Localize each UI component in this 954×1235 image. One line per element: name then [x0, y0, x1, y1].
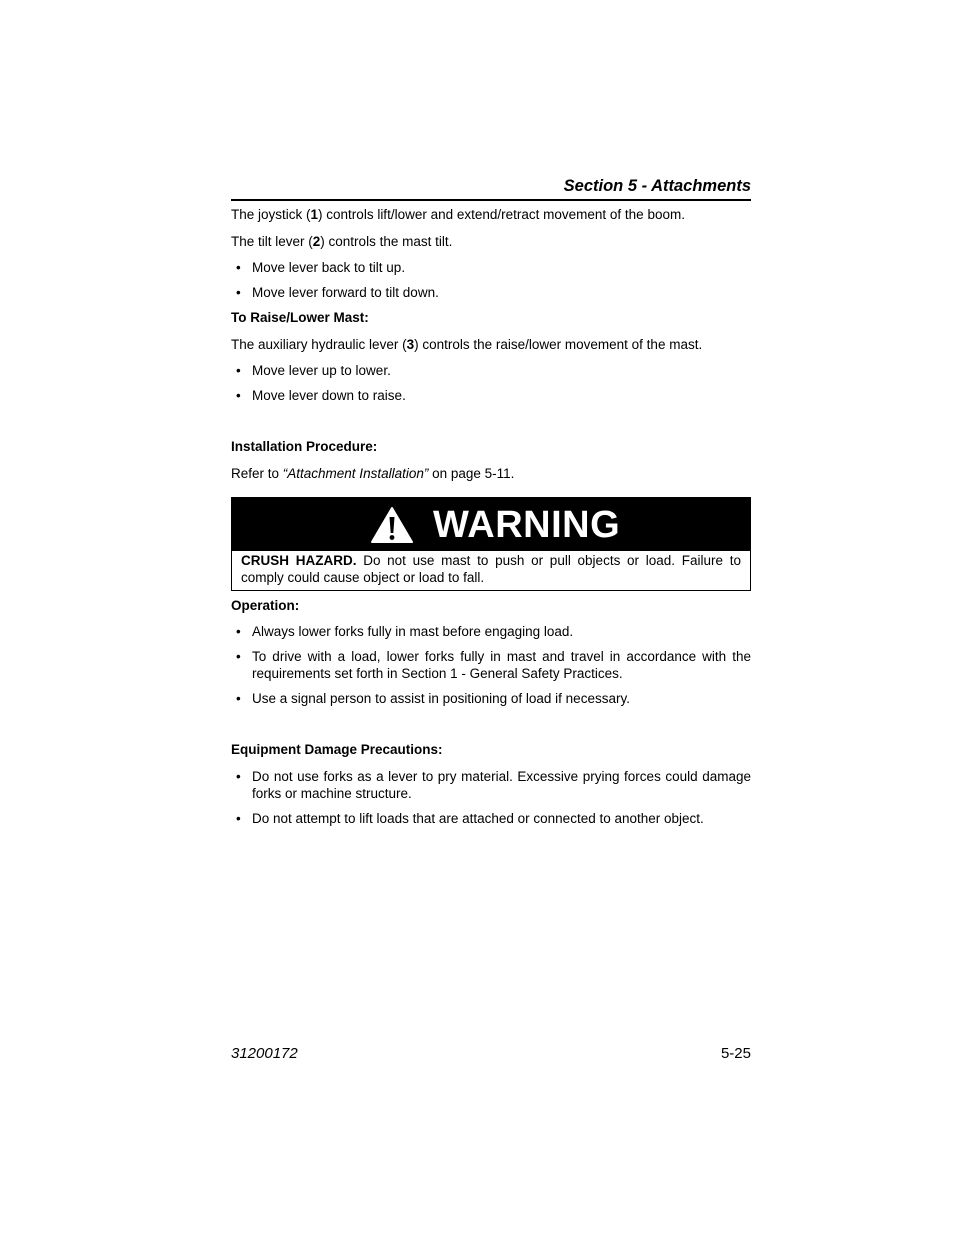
warning-banner — [232, 498, 750, 551]
tilt-paragraph: The tilt lever (2) controls the mast tilt. — [231, 234, 453, 249]
bullet-icon: • — [236, 811, 241, 826]
installation-paragraph: Refer to “Attachment Installation” on page 5-11. — [231, 466, 515, 481]
document-number: 31200172 — [231, 1045, 298, 1062]
page-number: 5-25 — [720, 1045, 751, 1062]
aux-lever-paragraph: The auxiliary hydraulic lever (3) controls the raise/lower movement of the mast. — [231, 337, 703, 352]
bullet-icon: • — [236, 363, 241, 378]
operation-heading: Operation: — [231, 598, 300, 613]
tilt-callout-number: 2 — [312, 234, 321, 249]
aux-callout-number: 3 — [406, 337, 415, 352]
installation-reference: “Attachment Installation” — [282, 466, 429, 481]
joystick-callout-number: 1 — [310, 207, 319, 222]
bullet-icon: • — [236, 388, 241, 403]
bullet-icon: • — [236, 285, 241, 300]
bullet-icon: • — [236, 624, 241, 639]
bullet-icon: • — [236, 649, 241, 664]
installation-heading: Installation Procedure: — [231, 439, 378, 454]
warning-box — [231, 497, 751, 591]
bullet-icon: • — [236, 260, 241, 275]
damage-heading: Equipment Damage Precautions: — [231, 742, 443, 757]
header-divider — [231, 199, 751, 201]
warning-title: WARNING — [433, 504, 621, 546]
bullet-icon: • — [236, 769, 241, 784]
warning-message: CRUSH HAZARD. Do not use mast to push or pull objects or load. Failure to comply could cause object or load to fall. — [241, 553, 741, 585]
joystick-paragraph: The joystick (1) controls lift/lower and extend/retract movement of the boom. — [231, 207, 685, 222]
warning-lead: CRUSH HAZARD. — [241, 553, 357, 568]
bullet-icon: • — [236, 691, 241, 706]
raise-lower-heading: To Raise/Lower Mast: — [231, 310, 369, 325]
warning-triangle-icon — [370, 506, 414, 544]
section-header: Section 5 - Attachments — [563, 177, 751, 195]
